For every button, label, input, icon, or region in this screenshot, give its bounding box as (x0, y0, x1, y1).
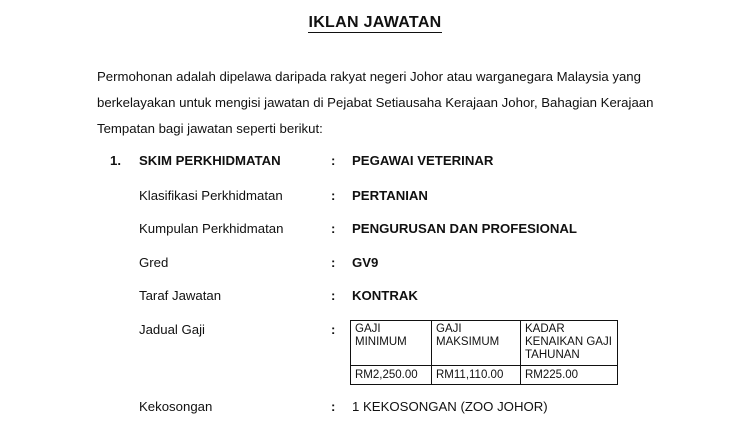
scheme-label: SKIM PERKHIDMATAN (139, 153, 281, 168)
salary-value-row (351, 366, 618, 385)
header-line: KADAR (525, 323, 565, 335)
status-value: KONTRAK (352, 288, 418, 303)
status-label: Taraf Jawatan (139, 288, 222, 303)
intro-line: Tempatan bagi jawatan seperti berikut: (97, 121, 323, 136)
colon: : (331, 322, 336, 337)
page-title (0, 14, 750, 32)
group-label: Kumpulan Perkhidmatan (139, 221, 284, 236)
colon: : (331, 153, 336, 168)
header-line: GAJI (436, 323, 462, 335)
scheme-value: PEGAWAI VETERINAR (352, 153, 494, 168)
header-line: MINIMUM (355, 336, 407, 348)
vacancy-label: Kekosongan (139, 399, 213, 414)
page-title-text: IKLAN JAWATAN (308, 14, 442, 31)
grade-value: GV9 (352, 255, 379, 270)
salary-header-row (351, 321, 618, 366)
colon: : (331, 255, 336, 270)
grade-label: Gred (139, 255, 169, 270)
salary-increment-value: RM225.00 (521, 366, 618, 385)
vacancy-value: 1 KEKOSONGAN (ZOO JOHOR) (352, 399, 548, 414)
salary-label: Jadual Gaji (139, 322, 205, 337)
salary-min-value: RM2,250.00 (351, 366, 432, 385)
salary-max-value: RM11,110.00 (432, 366, 521, 385)
group-value: PENGURUSAN DAN PROFESIONAL (352, 221, 577, 236)
header-line: GAJI (355, 323, 381, 335)
header-line: TAHUNAN (525, 349, 580, 361)
salary-table (350, 320, 618, 385)
classification-value: PERTANIAN (352, 188, 428, 203)
header-line: MAKSIMUM (436, 336, 500, 348)
salary-header-max (432, 321, 521, 366)
item-number: 1. (110, 153, 121, 168)
intro-paragraph (97, 64, 657, 142)
intro-line: Permohonan adalah dipelawa daripada rakyat negeri Johor atau warganegara Malaysia yang (97, 69, 641, 84)
salary-header-increment (521, 321, 618, 366)
colon: : (331, 399, 336, 414)
salary-header-min (351, 321, 432, 366)
colon: : (331, 221, 336, 236)
classification-label: Klasifikasi Perkhidmatan (139, 188, 283, 203)
intro-line: berkelayakan untuk mengisi jawatan di Pejabat Setiausaha Kerajaan Johor, Bahagian Kerajaan (97, 95, 654, 110)
header-line: KENAIKAN GAJI (525, 336, 612, 348)
colon: : (331, 288, 336, 303)
colon: : (331, 188, 336, 203)
